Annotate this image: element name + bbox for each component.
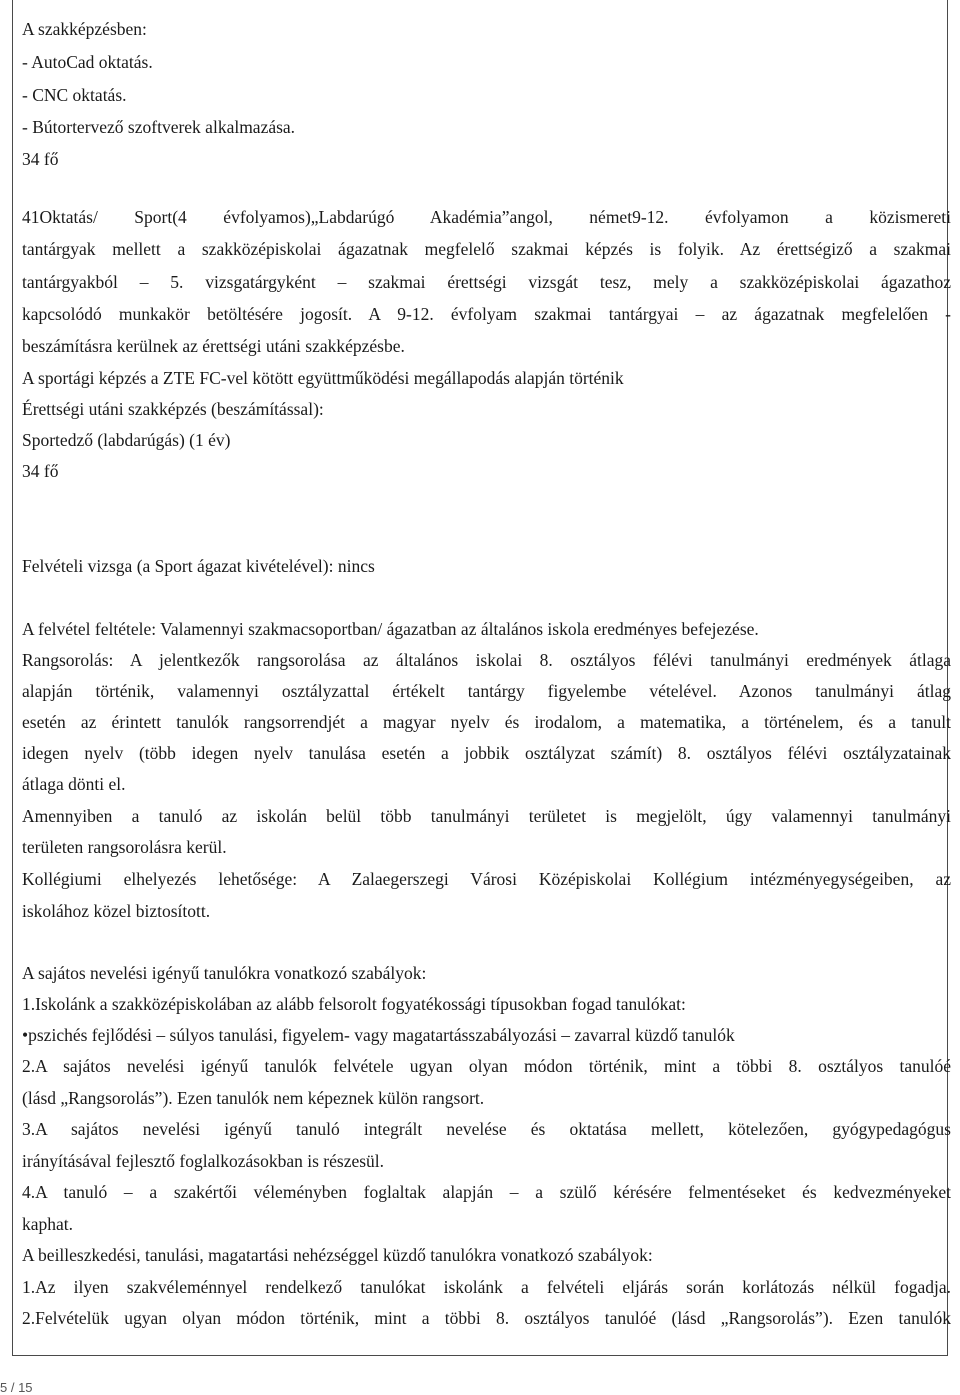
text-line: 2.Felvételük ugyan olyan módon történik, mint a többi 8. osztályos tanulóé (lásd „Rangsorolás”). Ezen tanulók (22, 1308, 951, 1328)
text-line: - AutoCad oktatás. (22, 52, 153, 72)
text-line: idegen nyelv (több idegen nyelv tanulása esetén a jobbik osztályzat számít) 8. osztályos félévi osztályzatainak (22, 743, 951, 763)
text-line: 3.A sajátos nevelési igényű tanuló integrált nevelése és oktatása mellett, kötelezően, gyógypedagógus (22, 1119, 951, 1139)
text-line: kaphat. (22, 1214, 74, 1234)
text-line: A beilleszkedési, tanulási, magatartási nehézséggel küzdő tanulókra vonatkozó szabályok: (22, 1245, 653, 1265)
text-line: 1.Iskolánk a szakközépiskolában az alább felsorolt fogyatékossági típusokban fogad tanulókat: (22, 994, 686, 1014)
text-line: 2.A sajátos nevelési igényű tanulók felvétele ugyan olyan módon történik, mint a többi 8. osztályos tanulóé (22, 1056, 951, 1076)
text-line: A sajátos nevelési igényű tanulókra vonatkozó szabályok: (22, 963, 427, 983)
text-line: - CNC oktatás. (22, 85, 127, 105)
text-line: Amennyiben a tanuló az iskolán belül több tanulmányi területet is megjelölt, úgy valamennyi tanulmányi (22, 806, 951, 826)
text-line: kapcsolódó munkakör betöltésére jogosít. A 9-12. évfolyam szakmai tantárgyai – az ágazatnak megfelelően - (22, 304, 951, 324)
text-line: tantárgyak mellett a szakközépiskolai ágazatnak megfelelő szakmai képzés is folyik. Az érettségiző a szakmai (22, 239, 951, 259)
text-line: (lásd „Rangsorolás”). Ezen tanulók nem képeznek külön rangsort. (22, 1088, 485, 1108)
text-line: tantárgyakból – 5. vizsgatárgyként – szakmai érettségi vizsgát tesz, mely a szakközépiskolai ágazathoz (22, 272, 951, 292)
text-line: A sportági képzés a ZTE FC-vel kötött együttműködési megállapodás alapján történik (22, 368, 624, 388)
bullet-item: •pszichés fejlődési – súlyos tanulási, figyelem- vagy magatartásszabályozási – zavarral küzdő tanulók (22, 1025, 735, 1045)
text-line: Kollégiumi elhelyezés lehetősége: A Zalaegerszegi Városi Középiskolai Kollégium intézményegységeiben, az (22, 869, 951, 889)
text-line: Felvételi vizsga (a Sport ágazat kivételével): nincs (22, 556, 375, 576)
text-line: irányításával fejlesztő foglalkozásokban is részesül. (22, 1151, 385, 1171)
text-line: Rangsorolás: A jelentkezők rangsorolása az általános iskolai 8. osztályos félévi tanulmányi eredmények átlaga (22, 650, 951, 670)
page-number: 5 / 15 (0, 1380, 33, 1395)
heading-szakkepzes: A szakképzésben: (22, 19, 147, 39)
text-line: beszámításra kerülnek az érettségi utáni szakképzésbe. (22, 336, 405, 356)
text-line: Érettségi utáni szakképzés (beszámítással): (22, 399, 324, 419)
text-line: Sportedző (labdarúgás) (1 év) (22, 430, 231, 450)
text-line: iskolához közel biztosított. (22, 901, 211, 921)
text-line: A felvétel feltétele: Valamennyi szakmacsoportban/ ágazatban az általános iskola eredményes befejezése. (22, 619, 759, 639)
text-line: - Bútortervező szoftverek alkalmazása. (22, 117, 296, 137)
text-line: alapján történik, valamennyi osztályzattal értékelt tantárgy figyelembe vételével. Azonos tanulmányi átlag (22, 681, 951, 701)
text-line: esetén az érintett tanulók rangsorrendjét a magyar nyelv és irodalom, a matematika, a történelem, és a tanult (22, 712, 951, 732)
text-line: 34 fő (22, 461, 59, 481)
text-line: 1.Az ilyen szakvéleménnyel rendelkező tanulókat iskolánk a felvételi eljárás során korlátozás nélkül fogadja. (22, 1277, 951, 1297)
text-line: 34 fő (22, 149, 59, 169)
text-line: 4.A tanuló – a szakértői véleményben foglaltak alapján – a szülő kérésére felmentéseket és kedvezményeket (22, 1182, 951, 1202)
text-line: átlaga dönti el. (22, 774, 126, 794)
text-line: 41Oktatás/ Sport(4 évfolyamos)„Labdarúgó Akadémia”angol, német9-12. évfolyamon a közismereti (22, 207, 951, 227)
text-line: területen rangsorolásra kerül. (22, 837, 227, 857)
